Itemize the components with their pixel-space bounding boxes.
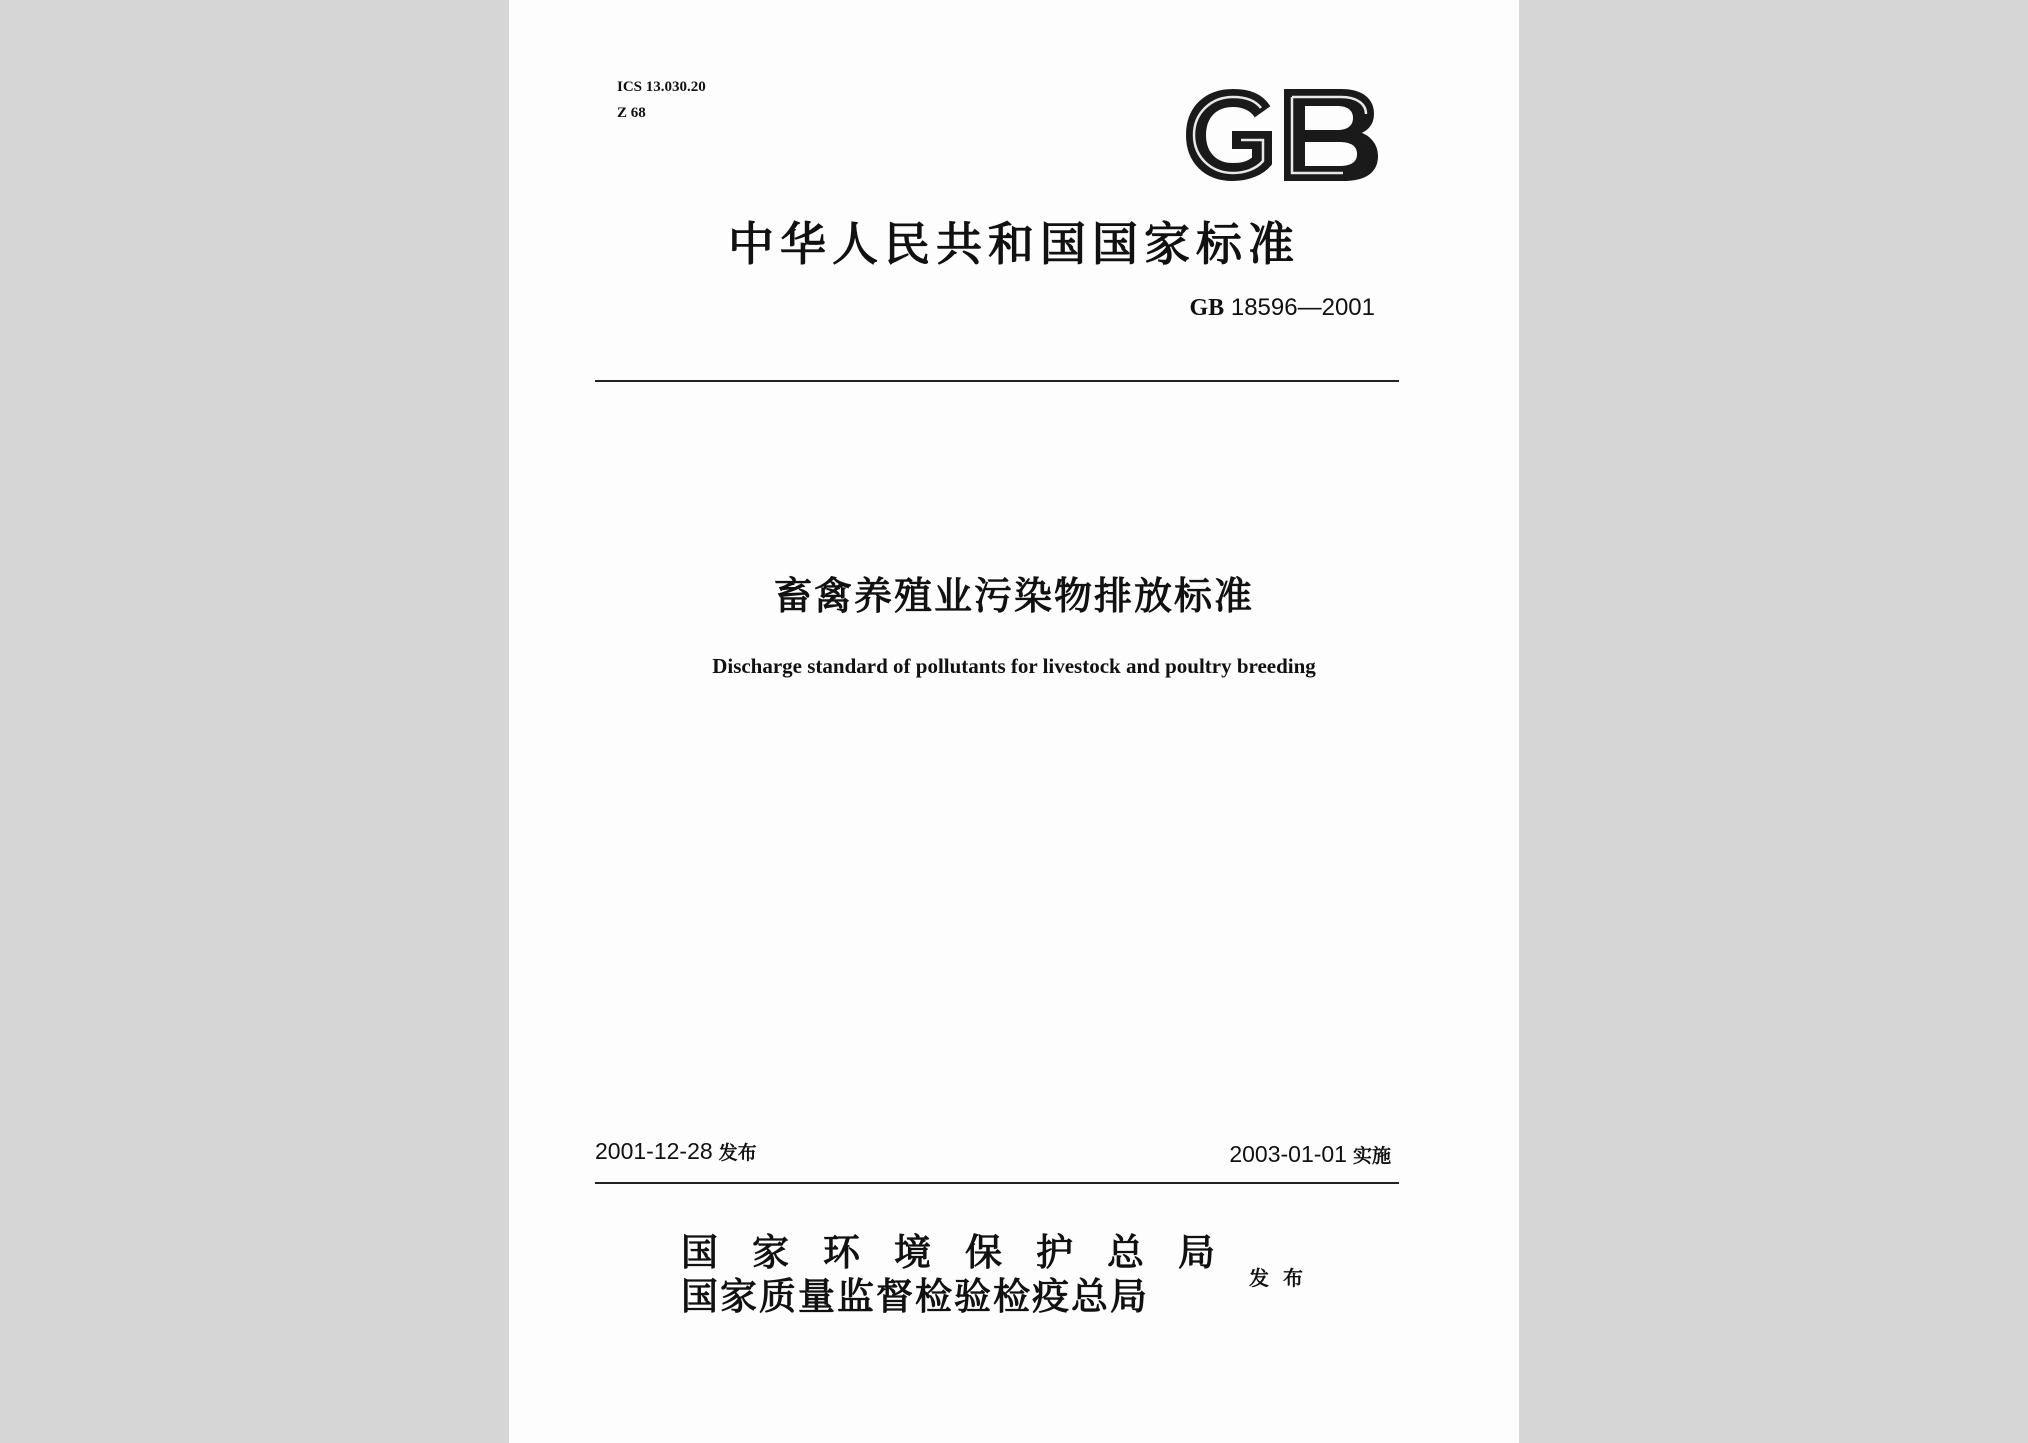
standard-number-value: 18596—2001 <box>1230 294 1375 321</box>
ccs-code: Z 68 <box>617 105 646 121</box>
document-page <box>509 0 1519 1443</box>
standard-number <box>1190 294 1376 322</box>
classification-codes <box>617 74 706 126</box>
issue-date-label: 发布 <box>718 1142 757 1164</box>
top-divider <box>595 380 1399 382</box>
bottom-divider <box>595 1182 1399 1184</box>
issuer-line-1: 国家环境保护总局 <box>681 1231 1249 1274</box>
implement-date <box>1229 1141 1391 1168</box>
issue-date <box>595 1138 757 1165</box>
publish-label: 发布 <box>1249 1266 1317 1290</box>
standard-number-prefix: GB <box>1189 295 1225 321</box>
implement-date-label: 实施 <box>1352 1145 1391 1167</box>
standard-type-title: 中华人民共和国国家标准 <box>728 217 1300 271</box>
english-title: Discharge standard of pollutants for livestock and poultry breeding <box>712 654 1316 678</box>
ics-code: ICS 13.030.20 <box>617 79 706 95</box>
issuer-line-2: 国家质量监督检验检疫总局 <box>681 1275 1149 1318</box>
chinese-title: 畜禽养殖业污染物排放标准 <box>773 574 1254 618</box>
implement-date-value: 2003-01-01 <box>1229 1141 1347 1167</box>
issue-date-value: 2001-12-28 <box>595 1138 713 1164</box>
gb-logo <box>1181 84 1381 186</box>
